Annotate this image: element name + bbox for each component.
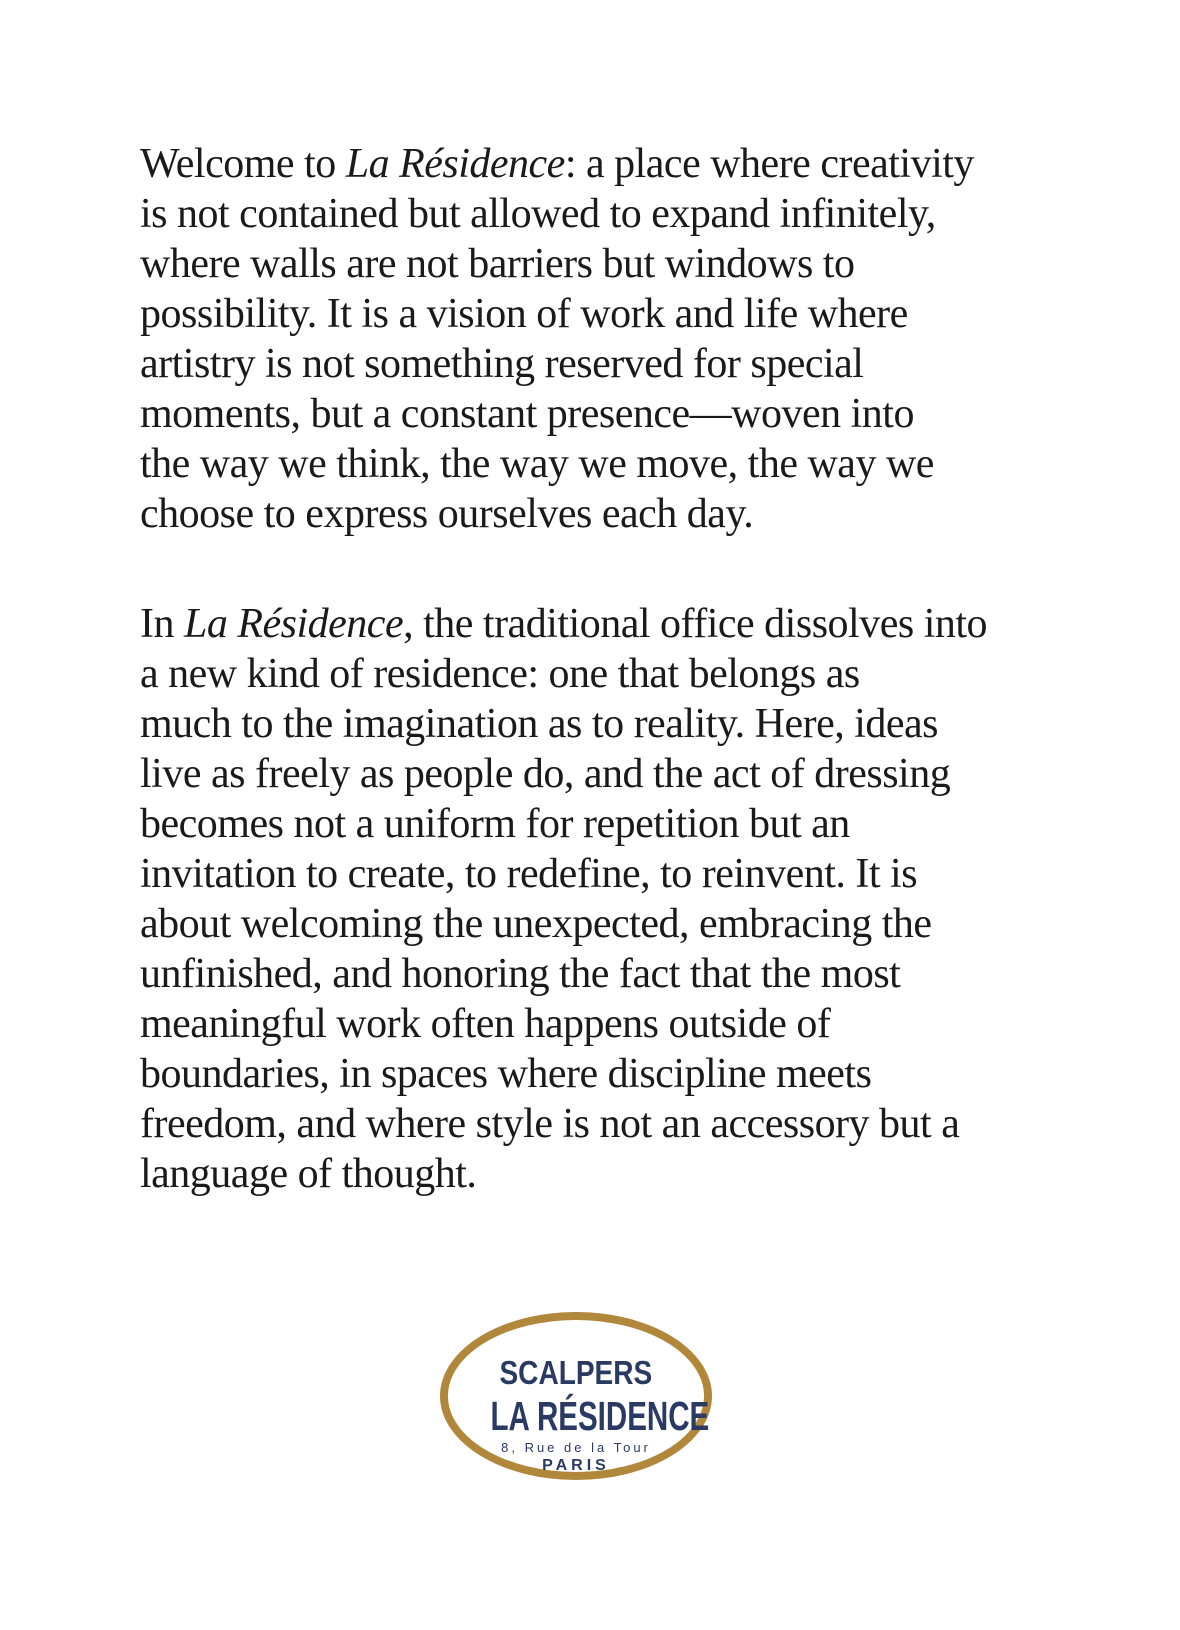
paragraph-2 <box>140 599 987 1199</box>
text-segment: , the traditional office dissolves into <box>403 601 988 647</box>
paragraph-line <box>140 599 987 649</box>
paragraph-line: meaningful work often happens outside of <box>140 1001 831 1047</box>
paragraph-line: a new kind of residence: one that belongs as <box>140 651 860 697</box>
brand-name-italic: La Résidence <box>345 141 565 187</box>
logo-oval-border <box>440 1312 712 1480</box>
logo-residence-text: LA RÉSIDENCE <box>490 1393 710 1439</box>
brand-name-italic: La Résidence <box>184 601 404 647</box>
paragraph-line: possibility. It is a vision of work and life where <box>140 291 908 337</box>
logo-brand-line <box>448 1354 704 1391</box>
paragraph-line: language of thought. <box>140 1151 477 1197</box>
logo-city-text: PARIS <box>542 1457 610 1474</box>
logo-address-text: 8, Rue de la Tour <box>501 1440 651 1455</box>
paragraph-line: live as freely as people do, and the act of dressing <box>140 751 951 797</box>
paragraph-line: moments, but a constant presence—woven into <box>140 391 914 437</box>
intro-text <box>140 139 987 1199</box>
paragraph-line: choose to express ourselves each day. <box>140 491 754 537</box>
paragraph-line: artistry is not something reserved for special <box>140 341 864 387</box>
paragraph-line: where walls are not barriers but windows to <box>140 241 855 287</box>
paragraph-line: about welcoming the unexpected, embracing the <box>140 901 932 947</box>
paragraph-line: freedom, and where style is not an accessory but a <box>140 1101 960 1147</box>
text-segment: Welcome to <box>140 141 346 187</box>
paragraph-line <box>140 139 987 189</box>
scalpers-la-residence-logo <box>440 1312 712 1480</box>
text-segment: In <box>140 601 184 647</box>
paragraph-line: boundaries, in spaces where discipline meets <box>140 1051 872 1097</box>
paragraph-line: becomes not a uniform for repetition but an <box>140 801 850 847</box>
logo-brand-text: SCALPERS <box>499 1354 653 1391</box>
paragraph-line: the way we think, the way we move, the way we <box>140 441 934 487</box>
logo-residence-line <box>448 1393 710 1439</box>
paragraph-line: unfinished, and honoring the fact that the most <box>140 951 901 997</box>
paragraph-1 <box>140 139 987 539</box>
paragraph-line: invitation to create, to redefine, to reinvent. It is <box>140 851 918 897</box>
paragraph-line: much to the imagination as to reality. Here, ideas <box>140 701 939 747</box>
text-segment: : a place where creativity <box>564 141 974 187</box>
paragraph-line: is not contained but allowed to expand infinitely, <box>140 191 936 237</box>
